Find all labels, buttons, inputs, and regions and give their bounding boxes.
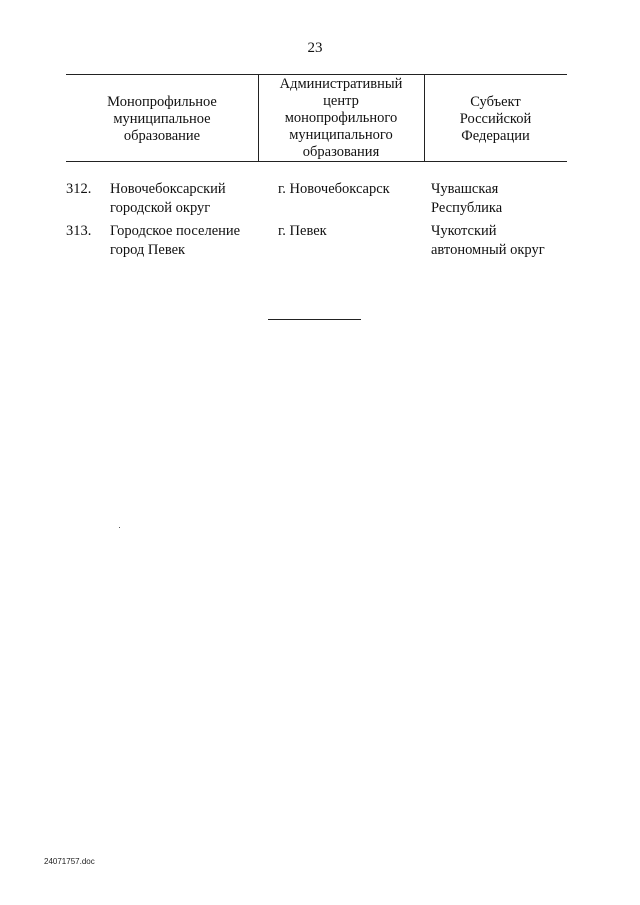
row-admin-center: г. Певек — [278, 223, 327, 239]
table-header-rule — [66, 161, 567, 162]
row-subject: Чукотский автономный округ — [431, 223, 545, 258]
page-number: 23 — [307, 40, 323, 56]
row-municipality: Городское поселение город Певек — [110, 223, 241, 258]
table-top-rule — [66, 74, 567, 75]
scan-speck — [119, 527, 120, 528]
end-of-document-rule — [268, 319, 361, 320]
header-admin-center: Административный центр монопрофильного муниципального образования — [279, 76, 403, 160]
row-subject: Чувашская Республика — [431, 181, 503, 216]
row-admin-center: г. Новочебоксарск — [278, 181, 390, 197]
row-municipality: Новочебоксарский городской округ — [110, 181, 226, 216]
header-municipality: Монопрофильное муниципальное образование — [107, 94, 217, 144]
row-number: 313. — [66, 223, 92, 239]
row-number: 312. — [66, 181, 92, 197]
document-code: 24071757.doc — [44, 857, 95, 866]
header-subject: Субъект Российской Федерации — [459, 94, 532, 144]
